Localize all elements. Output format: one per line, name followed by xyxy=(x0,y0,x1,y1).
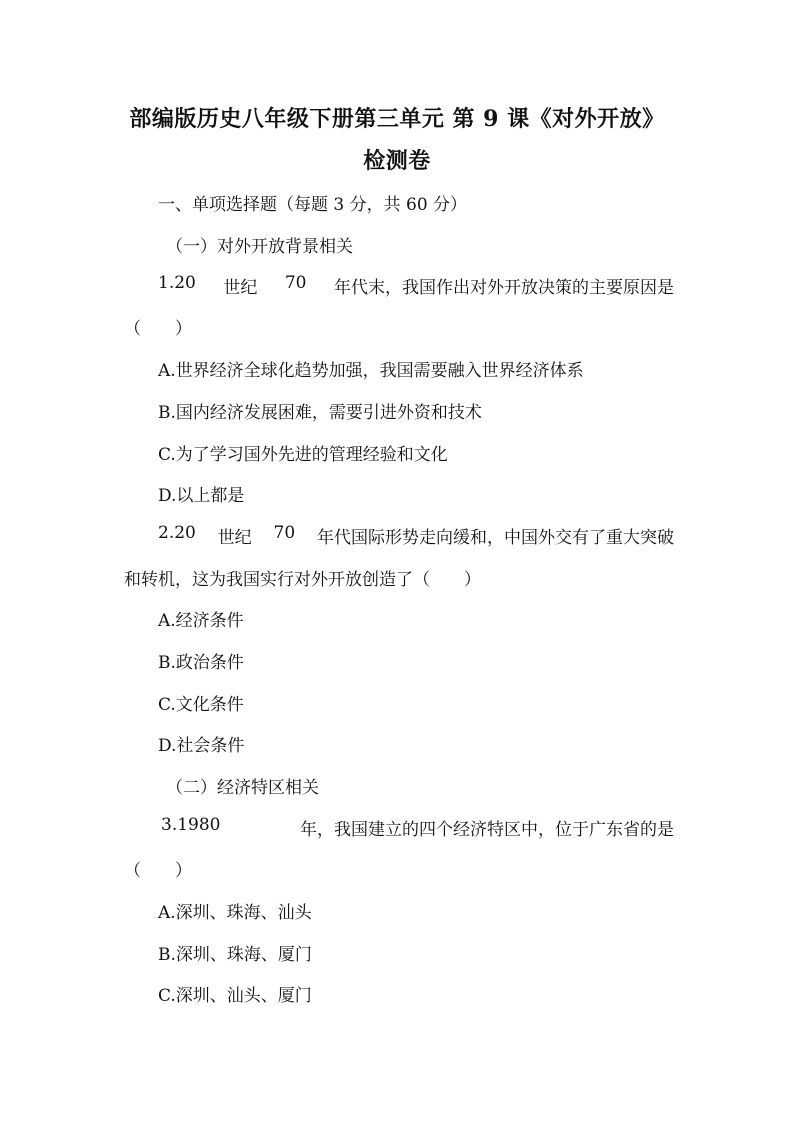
question-3-number: 3.1980 xyxy=(161,815,221,835)
question-2-option-a: A.经济条件 xyxy=(158,611,244,631)
question-1-stem xyxy=(158,273,674,298)
question-3-option-c: C.深圳、汕头、厦门 xyxy=(158,986,312,1006)
document-title-line-1: 部编版历史八年级下册第三单元 第 9 课《对外开放》 xyxy=(129,106,665,132)
question-1-text-a: 世纪 xyxy=(223,278,258,298)
question-2-text-b: 70 xyxy=(273,523,296,543)
section-heading: 一、单项选择题（每题 3 分，共 60 分） xyxy=(158,195,468,215)
question-3-answer-blank: （ ） xyxy=(124,861,192,881)
question-2-stem-line-2: 和转机，这为我国实行对外开放创造了（ ） xyxy=(124,570,481,590)
question-1-option-a: A.世界经济全球化趋势加强，我国需要融入世界经济体系 xyxy=(158,361,584,381)
question-2-option-b: B.政治条件 xyxy=(158,653,244,673)
question-2-number: 2.20 xyxy=(158,523,196,543)
question-1-option-c: C.为了学习国外先进的管理经验和文化 xyxy=(158,445,448,465)
question-2-option-c: C.文化条件 xyxy=(158,695,244,715)
part-heading-2: （二）经济特区相关 xyxy=(166,778,319,798)
question-1-text-c: 年代末，我国作出对外开放决策的主要原因是 xyxy=(334,278,674,298)
question-2-option-d: D.社会条件 xyxy=(158,736,245,756)
question-3-option-a: A.深圳、珠海、汕头 xyxy=(158,903,312,923)
question-3-text: 年，我国建立的四个经济特区中，位于广东省的是 xyxy=(300,820,674,840)
question-1-text-b: 70 xyxy=(284,273,307,293)
document-title-line-2: 检测卷 xyxy=(363,148,431,174)
question-2-stem xyxy=(158,523,674,548)
question-1-number: 1.20 xyxy=(158,273,196,293)
question-1-answer-blank: （ ） xyxy=(124,319,192,339)
question-3-stem xyxy=(161,815,674,840)
question-1-option-d: D.以上都是 xyxy=(158,486,245,506)
question-3-option-b: B.深圳、珠海、厦门 xyxy=(158,945,312,965)
question-1-option-b: B.国内经济发展困难，需要引进外资和技术 xyxy=(158,403,482,423)
question-2-text-c: 年代国际形势走向缓和，中国外交有了重大突破 xyxy=(316,528,674,548)
part-heading-1: （一）对外开放背景相关 xyxy=(166,237,353,257)
question-2-text-a: 世纪 xyxy=(217,528,252,548)
